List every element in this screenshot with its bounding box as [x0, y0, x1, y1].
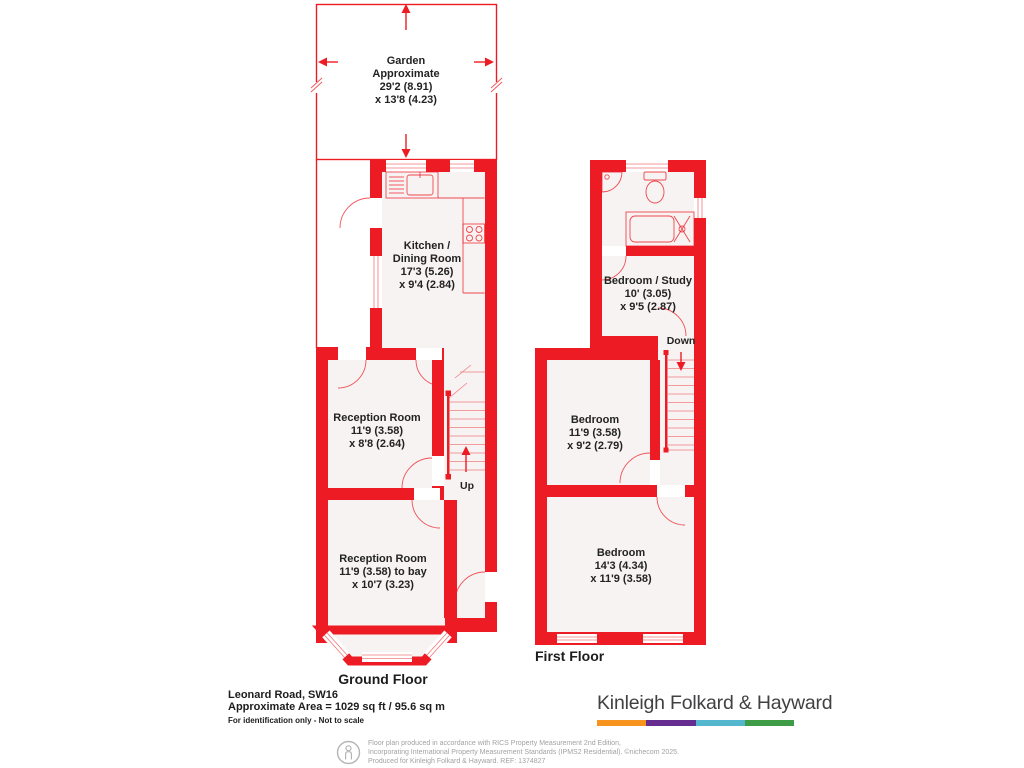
- svg-text:Bedroom: Bedroom: [596, 547, 646, 559]
- kitchen-side-window: [370, 256, 382, 308]
- first-floor-title: First Floor: [535, 648, 605, 664]
- first-floor-plan: [535, 160, 706, 664]
- disclaimer-line-3: Produced for Kinleigh Folkard & Hayward. REF: 1374827: [368, 758, 546, 765]
- garden-label: [372, 55, 439, 106]
- kitchen-window-top-1: [386, 160, 426, 172]
- svg-text:Garden: Garden: [386, 55, 426, 67]
- svg-text:x 9'4 (2.84): x 9'4 (2.84): [399, 279, 455, 291]
- brand-bar-segment-2: [696, 720, 745, 726]
- bathroom-side-window: [694, 198, 706, 218]
- property-details: [228, 689, 445, 725]
- svg-text:10' (3.05): 10' (3.05): [624, 288, 672, 300]
- svg-text:14'3 (4.34): 14'3 (4.34): [594, 560, 648, 572]
- svg-text:Reception Room: Reception Room: [333, 412, 421, 424]
- svg-text:Bedroom: Bedroom: [570, 414, 620, 426]
- reception2-door-opening: [414, 488, 440, 500]
- bay-window: [322, 630, 452, 662]
- property-area: Approximate Area = 1029 sq ft / 95.6 sq m: [228, 701, 445, 713]
- bedroom-front-window-2: [643, 634, 683, 643]
- disclaimer-line-1: Floor plan produced in accordance with RICS Property Measurement 2nd Edition,: [368, 740, 621, 747]
- room-reception-1: [328, 360, 432, 488]
- room-reception-2: [328, 500, 445, 630]
- brand-bar-segment-0: [597, 720, 646, 726]
- garden-dimension-arrow-right: [474, 58, 494, 67]
- svg-text:x 9'5 (2.87): x 9'5 (2.87): [620, 301, 676, 313]
- svg-text:Approximate: Approximate: [372, 68, 440, 80]
- hall-door-opening: [416, 348, 442, 360]
- svg-text:11'9 (3.58) to bay: 11'9 (3.58) to bay: [339, 566, 427, 578]
- garden-dimension-arrow-left: [318, 58, 338, 67]
- svg-text:x 13'8 (4.23): x 13'8 (4.23): [375, 94, 437, 106]
- disclaimer-line-2: Incorporating International Property Measurement Standards (IPMS2 Residential). ©nichecom 2025.: [368, 749, 679, 756]
- bedroom-mid-door-opening: [650, 460, 660, 485]
- stairs-down-label: Down: [666, 335, 696, 347]
- svg-text:Dining Room: Dining Room: [392, 253, 462, 265]
- garden-dimension-arrow-down: [402, 134, 411, 158]
- svg-text:x 11'9 (3.58): x 11'9 (3.58): [590, 573, 652, 585]
- svg-text:x 8'8 (2.64): x 8'8 (2.64): [349, 438, 405, 450]
- svg-text:17'3 (5.26): 17'3 (5.26): [400, 266, 454, 278]
- kitchen-window-top-2: [450, 160, 474, 172]
- svg-text:Reception Room: Reception Room: [339, 553, 427, 565]
- bathroom-window: [626, 160, 668, 172]
- garden-dimension-arrow-up: [402, 4, 411, 30]
- kfh-brand-bar: [597, 720, 794, 726]
- svg-text:29'2 (8.91): 29'2 (8.91): [379, 81, 433, 93]
- ground-floor-plan: [311, 4, 502, 687]
- identification-note: For identification only - Not to scale: [228, 716, 365, 725]
- svg-text:Kitchen /: Kitchen /: [403, 240, 451, 252]
- svg-text:11'9 (3.58): 11'9 (3.58): [350, 425, 404, 437]
- bedroom-front-door-opening: [657, 485, 685, 497]
- rear-door-opening: [485, 572, 497, 602]
- bedroom-front-label: [590, 547, 652, 585]
- svg-text:11'9 (3.58): 11'9 (3.58): [568, 427, 622, 439]
- reception1-side-door-opening: [432, 456, 444, 486]
- svg-text:x 9'2 (2.79): x 9'2 (2.79): [567, 440, 623, 452]
- ground-floor-title: Ground Floor: [338, 671, 428, 687]
- kfh-logo: Kinleigh Folkard & Hayward: [597, 692, 833, 714]
- svg-text:Bedroom / Study: Bedroom / Study: [603, 275, 693, 287]
- reception1-door-opening: [338, 347, 366, 360]
- svg-text:x 10'7 (3.23): x 10'7 (3.23): [352, 579, 414, 591]
- person-icon: [336, 740, 361, 765]
- bathroom-door-opening: [602, 246, 626, 256]
- kitchen-side-door-opening: [370, 198, 382, 228]
- brand-bar-segment-1: [646, 720, 695, 726]
- brand-bar-segment-3: [745, 720, 794, 726]
- property-address: Leonard Road, SW16: [228, 689, 339, 701]
- bedroom-front-window-1: [557, 634, 597, 643]
- disclaimer-text: [368, 739, 679, 766]
- stairs-up-label: Up: [460, 480, 474, 492]
- bedroom-mid-label: [567, 414, 623, 452]
